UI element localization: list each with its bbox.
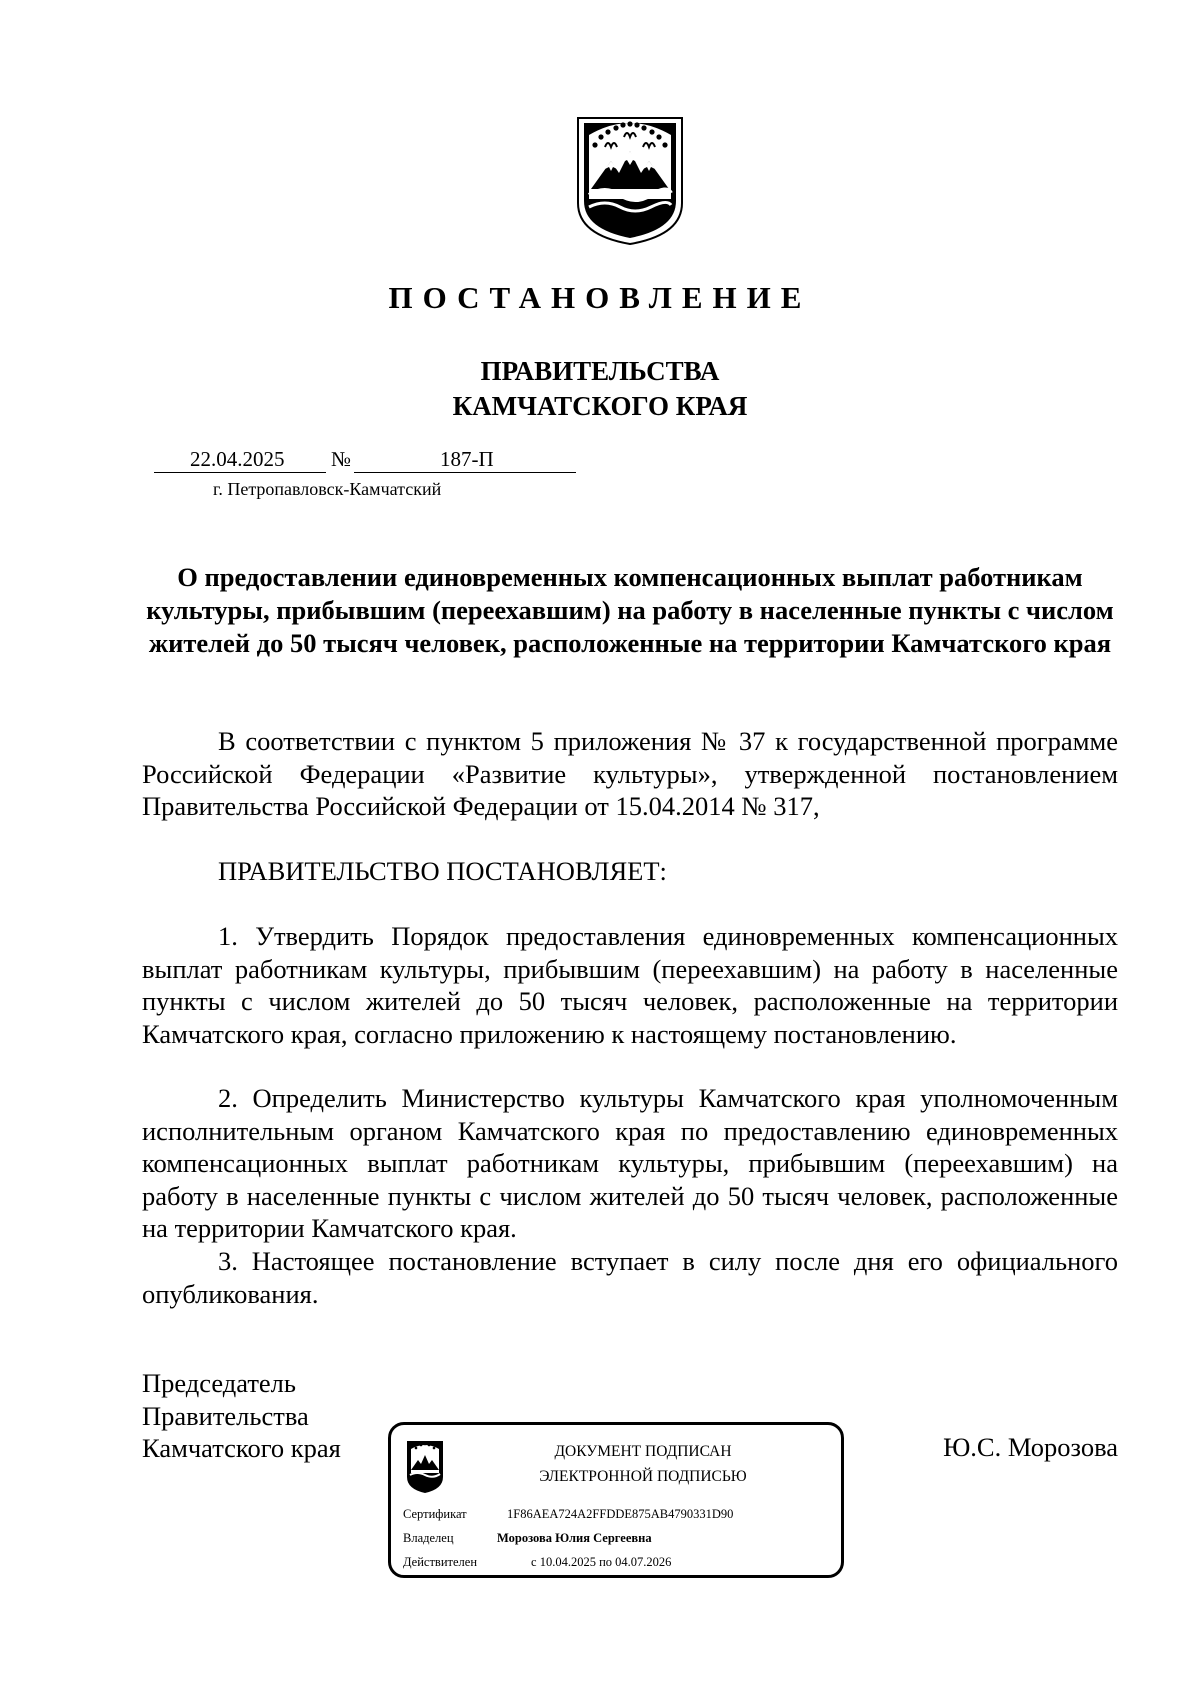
owner-value: Морозова Юлия Сергеевна (497, 1531, 652, 1545)
certificate-row (403, 1507, 733, 1522)
valid-from-prefix: с (531, 1555, 537, 1569)
stamp-title (463, 1439, 823, 1489)
position-line-2: Правительства (142, 1400, 309, 1431)
item-1: 1. Утвердить Порядок предоставления единовременных компенсационных выплат работникам культуры, прибывшим (переехавшим) на работу в населенные пункты с числом жителей до 50 тысяч человек, расположенные на территории Камчатского края, согласно приложению к настоящему постановлению. (142, 921, 1118, 1049)
stamp-emblem-icon (405, 1439, 445, 1495)
certificate-label: Сертификат (403, 1507, 467, 1521)
registration-line (154, 447, 574, 475)
certificate-value: 1F86AEA724A2FFDDE875AB4790331D90 (507, 1507, 734, 1521)
issuer-block (0, 354, 1200, 424)
number-underline (354, 472, 576, 473)
valid-to: 04.07.2026 (615, 1555, 672, 1569)
owner-row (403, 1531, 652, 1546)
issuer-line-2: КАМЧАТСКОГО КРАЯ (452, 391, 748, 421)
resolves-heading: ПРАВИТЕЛЬСТВО ПОСТАНОВЛЯЕТ: (218, 856, 667, 886)
valid-label: Действителен (403, 1555, 478, 1569)
electronic-signature-stamp (388, 1422, 844, 1578)
item-3: 3. Настоящее постановление вступает в силу после дня его официального опубликования. (142, 1246, 1118, 1309)
position-line-1: Председатель (142, 1368, 296, 1398)
issuer-line-1: ПРАВИТЕЛЬСТВА (480, 356, 720, 386)
date-underline (154, 472, 326, 473)
stamp-title-line-2: ЭЛЕКТРОННОЙ ПОДПИСЬЮ (539, 1468, 747, 1485)
validity-row (403, 1555, 671, 1570)
valid-from: 10.04.2025 (539, 1555, 596, 1569)
document-type: ПОСТАНОВЛЕНИЕ (388, 280, 812, 315)
kamchatka-coat-of-arms-icon (575, 115, 685, 247)
position-line-3: Камчатского края (142, 1433, 341, 1463)
stamp-title-line-1: ДОКУМЕНТ ПОДПИСАН (554, 1443, 732, 1460)
preamble: В соответствии с пунктом 5 приложения № 37 к государственной программе Российской Федерации «Развитие культуры», утвержденной постановлением Правительства Российской Федерации от 15.04.2014 № 317, (142, 726, 1118, 821)
document-number: 187-П (440, 447, 494, 471)
signatory-position (142, 1367, 341, 1465)
document-date: 22.04.2025 (190, 447, 285, 471)
owner-label: Владелец (403, 1531, 454, 1545)
valid-to-prefix: по (599, 1555, 613, 1569)
city: г. Петропавловск-Камчатский (213, 479, 442, 499)
number-sign: № (331, 447, 352, 471)
signatory-name: Ю.С. Морозова (943, 1432, 1118, 1462)
item-2: 2. Определить Министерство культуры Камчатского края уполномоченным исполнительным органом Камчатского края по предоставлению единовременных компенсационных выплат работникам культуры, прибывшим (переехавшим) на работу в населенные пункты с числом жителей до 50 тысяч человек, расположенные на территории Камчатского края. (142, 1083, 1118, 1243)
document-title: О предоставлении единовременных компенсационных выплат работникам культуры, прибывшим (переехавшим) на работу в населенные пункты с числом жителей до 50 тысяч человек, расположенные на территории Камчатского края (146, 562, 1114, 658)
